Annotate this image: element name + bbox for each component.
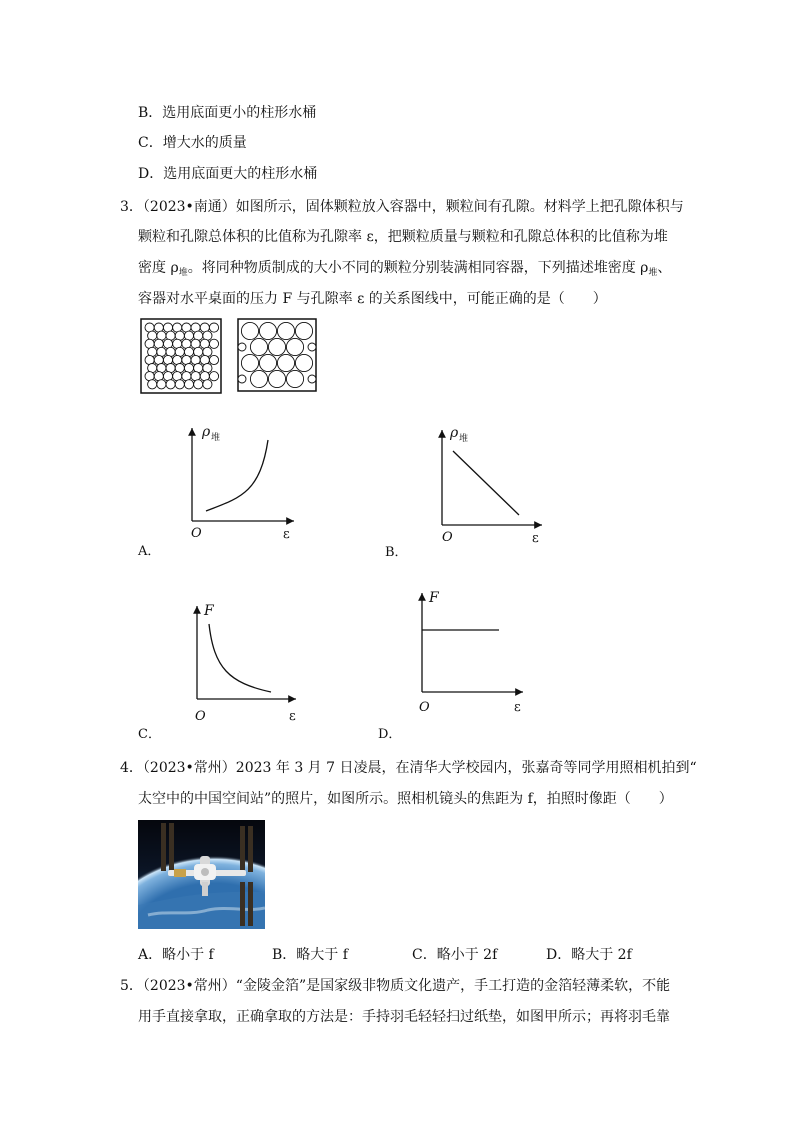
space-station-photo [138,820,265,929]
y-axis-label: F [429,590,439,606]
curve-increasing [206,440,268,511]
x-axis-label: ε [514,700,521,715]
granule [209,355,218,364]
y-axis-label: F [204,603,214,619]
y-axis-subscript: 堆 [459,434,469,444]
granule [286,338,303,355]
q3-stem-line3 [138,258,671,283]
q2-option-c: C．增大水的质量 [138,135,247,151]
granule [308,375,316,383]
origin-label: O [419,700,430,715]
q3-stem-line3-part-c: 、 [657,260,672,276]
x-axis-label: ε [289,709,296,723]
granule [175,380,184,389]
graph-d [410,585,535,715]
y-axis-subscript: 堆 [211,433,221,443]
granule [259,354,276,371]
granule [194,380,203,389]
origin-label: O [195,709,206,723]
granule [250,338,267,355]
graph-d-label: D． [378,727,402,742]
granule [268,338,285,355]
q5-stem-line2: 用手直接拿取，正确拿取的方法是：手持羽毛轻轻扫过纸垫，如图甲所示；再将羽毛靠 [138,1009,670,1025]
granule [184,380,193,389]
granule [238,375,246,383]
graph-b [430,418,560,543]
line-decreasing [453,451,519,515]
q4-stem-line2: 太空中的中国空间站”的照片，如图所示。照相机镜头的焦距为 f，拍照时像距（ ） [138,791,673,807]
graph-a-label: A． [138,544,161,559]
granule [209,323,218,332]
small-granules-figure [140,318,222,394]
graph-c [184,598,309,723]
granule [259,322,276,339]
granule [295,322,312,339]
q3-stem-line2: 颗粒和孔隙总体积的比值称为孔隙率 ε，把颗粒质量与颗粒和孔隙总体积的比值称为堆 [138,229,668,245]
granule [203,380,212,389]
granule [286,370,303,387]
q3-stem-line3-part-b: 。将同种物质制成的大小不同的颗粒分别装满相同容器，下列描述堆密度 ρ [187,260,649,276]
q2-option-d: D．选用底面更大的柱形水桶 [138,166,318,182]
large-granules-figure [237,318,317,392]
q3-stem-line4: 容器对水平桌面的压力 F 与孔隙率 ε 的关系图线中，可能正确的是（ ） [138,291,607,307]
granule [209,372,218,381]
granule [209,339,218,348]
density-subscript: 堆 [178,268,188,278]
granule [241,322,258,339]
granule [268,370,285,387]
origin-label: O [442,530,453,543]
granule [277,354,294,371]
graph-c-label: C． [138,727,161,742]
y-axis-label: ρ [202,424,211,440]
q3-stem-line3-part-a: 密度 ρ [138,260,179,276]
density-subscript: 堆 [648,268,658,278]
x-axis-label: ε [532,531,539,543]
graph-b-label: B． [385,545,408,560]
granule [238,343,246,351]
q5-stem-line1: 5．（2023•常州）“金陵金箔”是国家级非物质文化遗产，手工打造的金箔轻薄柔软，不能 [120,978,671,994]
q4-stem-line1: 4．（2023•常州）2023 年 3 月 7 日凌晨，在清华大学校园内，张嘉奇等同学用照相机拍到“ [120,760,697,776]
q4-option-d: D．略大于 2f [546,947,632,963]
q2-option-b: B．选用底面更小的柱形水桶 [138,105,317,121]
granule [157,380,166,389]
q4-option-c: C．略小于 2f [412,947,498,963]
granule [148,380,157,389]
q4-option-a: A．略小于 f [138,947,214,963]
granule [277,322,294,339]
q3-stem-line1: 3．（2023•南通）如图所示，固体颗粒放入容器中，颗粒间有孔隙。材料学上把孔隙体积与 [120,199,684,215]
granule [166,380,175,389]
curve-decreasing [209,624,271,692]
granule [250,370,267,387]
q4-option-b: B．略大于 f [272,947,348,963]
granule [308,343,316,351]
granule [295,354,312,371]
origin-label: O [191,526,202,541]
y-axis-label: ρ [450,425,459,441]
graph-a [180,418,310,543]
x-axis-label: ε [283,527,290,542]
granule [241,354,258,371]
